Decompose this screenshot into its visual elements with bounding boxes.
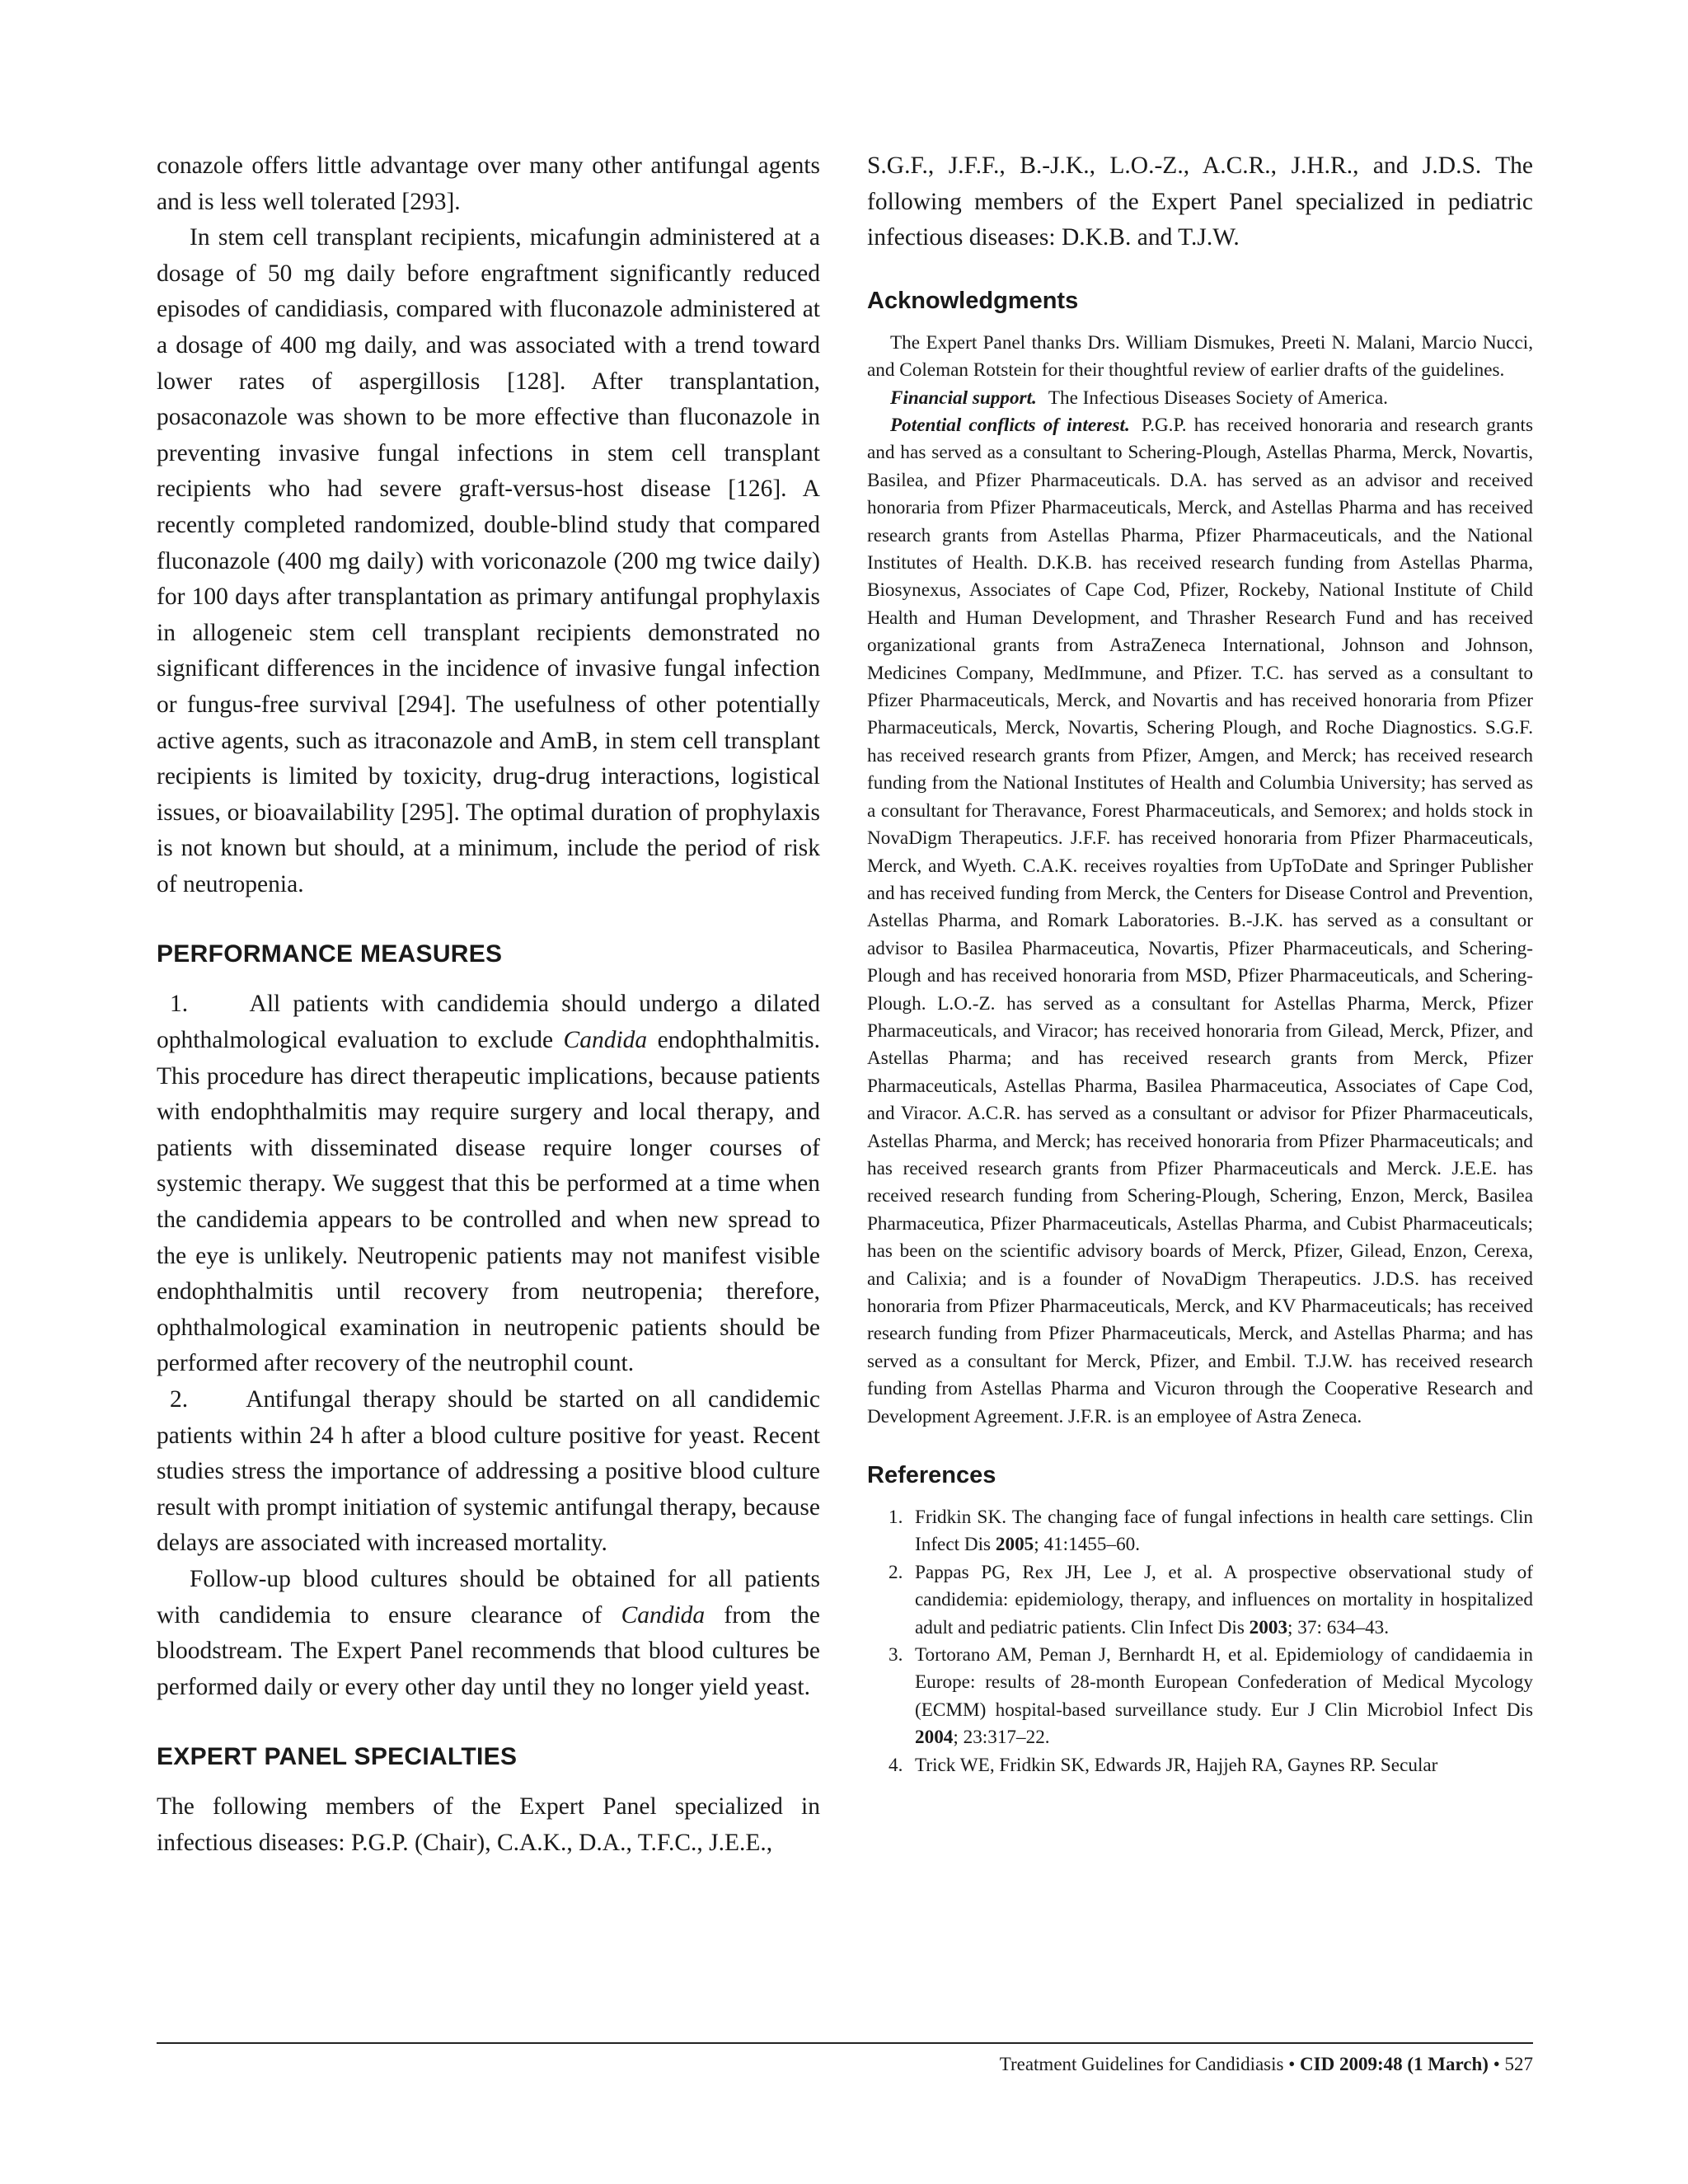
footer-separator: • xyxy=(1493,2054,1500,2074)
conflicts-of-interest xyxy=(867,412,1533,1431)
reference-list xyxy=(867,1504,1533,1779)
reference-item xyxy=(867,1642,1533,1752)
reference-text: Fridkin SK. The changing face of fungal infections in health care settings. Clin Infect Dis xyxy=(915,1507,1533,1556)
item-number: 2. xyxy=(170,1386,189,1413)
acknowledgments-text: The Expert Panel thanks Drs. William Dismukes, Preeti N. Malani, Marcio Nucci, and Coleman Rotstein for their thoughtful review of earlier drafts of the guidelines. xyxy=(867,331,1533,382)
reference-text: ; 23:317–22. xyxy=(953,1727,1050,1749)
paragraph-followup xyxy=(157,1562,820,1705)
item-text: All patients with candidemia should undergo a dilated ophthalmological evaluation to exclude xyxy=(157,991,821,1054)
financial-support-label: Financial support. xyxy=(890,387,1037,409)
reference-item xyxy=(867,1504,1533,1559)
reference-text: Pappas PG, Rex JH, Lee J, et al. A prospective observational study of candidemia: epidemiology, therapy, and influences on mortality in hospitalized adult and pediatric patients. Clin Infect Dis xyxy=(915,1561,1533,1638)
item-text: endophthalmitis. This procedure has direct therapeutic implications, because patients with endophthalmitis may require surgery and local therapy, and patients with disseminated disease require longer courses of systemic therapy. We suggest that this be performed at a time when the candidemia appears to be controlled and when new spread to the eye is unlikely. Neutropenic patients may not manifest visible endophthalmitis until recovery from neutropenia; therefore, ophthalmological examination in neutropenic patients should be performed after recovery of the neutrophil count. xyxy=(157,1027,821,1377)
performance-item-2 xyxy=(157,1382,820,1562)
reference-number: 2. xyxy=(889,1561,903,1583)
footer-journal-title: Treatment Guidelines for Candidiasis xyxy=(999,2054,1284,2074)
conflicts-text: P.G.P. has received honoraria and research grants and has served as a consultant to Schering-Plough, Astellas Pharma, Merck, Novartis, Basilea, and Pfizer Pharmaceuticals. D.A. has served as an advisor and received honoraria from Pfizer Pharmaceuticals, Merck, and Astellas Pharma and has received research grants from Astellas Pharma, Pfizer Pharmaceuticals, and the National Institutes of Health. D.K.B. has received research funding from Astellas Pharma, Biosynexus, Associates of Cape Cod, Pfizer, Rockeby, National Institute of Child Health and Human Development, and Thrasher Research Fund and has received organizational grants from AstraZeneca International, Johnson and Johnson, Medicines Company, MedImmune, and Pfizer. T.C. has served as a consultant to Pfizer Pharmaceuticals, Merck, and Novartis and has received honoraria from Pfizer Pharmaceuticals, Merck, Novartis, Schering Plough, and Roche Diagnostics. S.G.F. has received research grants from Pfizer, Amgen, and Merck; has received research funding from the National Institutes of Health and Columbia University; has served as a consultant for Theravance, Forest Pharmaceuticals, and Semorex; and holds stock in NovaDigm Therapeutics. J.F.F. has received honoraria from Pfizer Pharmaceuticals, Merck, and Wyeth. C.A.K. receives royalties from UpToDate and Springer Publisher and has received funding from Merck, the Centers for Disease Control and Prevention, Astellas Pharma, and Romark Laboratories. B.-J.K. has served as a consultant or advisor to Basilea Pharmaceutica, Novartis, Pfizer Pharmaceuticals, and Schering-Plough and has received honoraria from MSD, Pfizer Pharmaceuticals, and Schering-Plough. L.O.-Z. has served as a consultant for Astellas Pharma, Merck, Pfizer Pharmaceuticals, and Viracor; has received honoraria from Gilead, Merck, Pfizer, and Astellas Pharma; and has received research grants from Merck, Pfizer Pharmaceuticals, Astellas Pharma, Basilea Pharmaceutica, Associates of Cape Cod, and Viracor. A.C.R. has served as a consultant or advisor for Pfizer Pharmaceuticals, Astellas Pharma, and Merck; has received honoraria from Pfizer Pharmaceuticals; and has received research grants from Pfizer Pharmaceuticals and Merck. J.E.E. has received research funding from Schering-Plough, Schering, Enzon, Merck, Basilea Pharmaceutica, Pfizer Pharmaceuticals, Astellas Pharma, and Cubist Pharmaceuticals; has been on the scientific advisory boards of Merck, Pfizer, Gilead, Enzon, Cerexa, and Calixia; and is a founder of NovaDigm Therapeutics. J.D.S. has received honoraria from Pfizer Pharmaceuticals, Merck, and KV Pharmaceuticals; has received research funding from Pfizer Pharmaceuticals, Merck, and Astellas Pharma; and has served as a consultant for Merck, Pfizer, and Embil. T.J.W. has received research funding from Astellas Pharma and Vicuron through the Cooperative Research and Development Agreement. J.F.R. is an employee of Astra Zeneca. xyxy=(867,415,1534,1427)
text-run: Follow-up blood cultures should be obtained for all patients with candidemia to ensure clearance of xyxy=(157,1565,820,1629)
financial-support xyxy=(867,385,1533,412)
footer-page-number: 527 xyxy=(1504,2054,1533,2074)
paragraph-specialties-continued: S.G.F., J.F.F., B.-J.K., L.O.-Z., A.C.R., J.H.R., and J.D.S. The following members of the Expert Panel specialized in pediatric infectious diseases: D.K.B. and T.J.W. xyxy=(867,152,1533,251)
heading-acknowledgments: Acknowledgments xyxy=(867,287,1079,314)
reference-number: 1. xyxy=(889,1507,903,1529)
item-number: 1. xyxy=(170,991,189,1018)
item-italic-term: Candida xyxy=(563,1027,648,1054)
financial-support-text: The Infectious Diseases Society of America. xyxy=(1048,387,1388,409)
reference-item xyxy=(867,1559,1533,1642)
text-run: from the bloodstream. The Expert Panel recommends that blood cultures be performed daily or every other day until they no longer yield yeast. xyxy=(157,1601,821,1700)
heading-references: References xyxy=(867,1462,996,1489)
page-footer xyxy=(1000,2054,1533,2075)
reference-year: 2004 xyxy=(915,1727,954,1749)
reference-number: 3. xyxy=(889,1644,903,1666)
item-text: Antifungal therapy should be started on all candidemic patients within 24 h after a blood culture positive for yeast. Recent studies stress the importance of addressing a positive blood culture result with prompt initiation of systemic antifungal therapy, because delays are associated with increased mortality. xyxy=(157,1386,820,1557)
reference-number: 4. xyxy=(889,1754,903,1776)
footer-separator: • xyxy=(1288,2054,1296,2074)
reference-year: 2003 xyxy=(1249,1616,1288,1638)
reference-item xyxy=(867,1752,1533,1779)
reference-text: ; 41:1455–60. xyxy=(1034,1534,1141,1556)
reference-text: Tortorano AM, Peman J, Bernhardt H, et al. Epidemiology of candidaemia in Europe: results of 28-month European Confederation of Medical Mycology (ECMM) hospital-based surveillance study. Eur J Clin Microbiol Infect Dis xyxy=(915,1644,1533,1721)
paragraph-continued: conazole offers little advantage over many other antifungal agents and is less well tolerated [293]. xyxy=(157,152,820,215)
conflicts-label: Potential conflicts of interest. xyxy=(890,415,1130,436)
reference-year: 2005 xyxy=(995,1534,1034,1556)
heading-performance-measures: PERFORMANCE MEASURES xyxy=(157,940,503,968)
right-column xyxy=(867,148,1533,1779)
reference-text: Trick WE, Fridkin SK, Edwards JR, Hajjeh RA, Gaynes RP. Secular xyxy=(915,1754,1438,1776)
paragraph-specialties: The following members of the Expert Panel specialized in infectious diseases: P.G.P. (Chair), C.A.K., D.A., T.F.C., J.E.E., xyxy=(157,1793,820,1856)
footer-rule xyxy=(157,2042,1533,2044)
italic-term: Candida xyxy=(621,1601,706,1629)
heading-expert-panel-specialties: EXPERT PANEL SPECIALTIES xyxy=(157,1743,518,1771)
paragraph-stem-cell: In stem cell transplant recipients, micafungin administered at a dosage of 50 mg daily before engraftment significantly reduced episodes of candidiasis, compared with fluconazole administered at a dosage of 400 mg daily, and was associated with a trend toward lower rates of aspergillosis [128]. After transplantation, posaconazole was shown to be more effective than fluconazole in preventing invasive fungal infections in stem cell transplant recipients who had severe graft-versus-host disease [126]. A recently completed randomized, double-blind study that compared fluconazole (400 mg daily) with voriconazole (200 mg twice daily) for 100 days after transplantation as primary antifungal prophylaxis in allogeneic stem cell transplant recipients demonstrated no significant differences in the incidence of invasive fungal infection or fungus-free survival [294]. The usefulness of other potentially active agents, such as itraconazole and AmB, in stem cell transplant recipients is limited by toxicity, drug-drug interactions, logistical issues, or bioavailability [295]. The optimal duration of prophylaxis is not known but should, at a minimum, include the period of risk of neutropenia. xyxy=(157,224,820,898)
performance-item-1 xyxy=(157,987,820,1382)
reference-text: ; 37: 634–43. xyxy=(1287,1616,1390,1638)
left-column xyxy=(157,148,820,1862)
footer-citation: CID 2009:48 (1 March) xyxy=(1300,2054,1489,2074)
